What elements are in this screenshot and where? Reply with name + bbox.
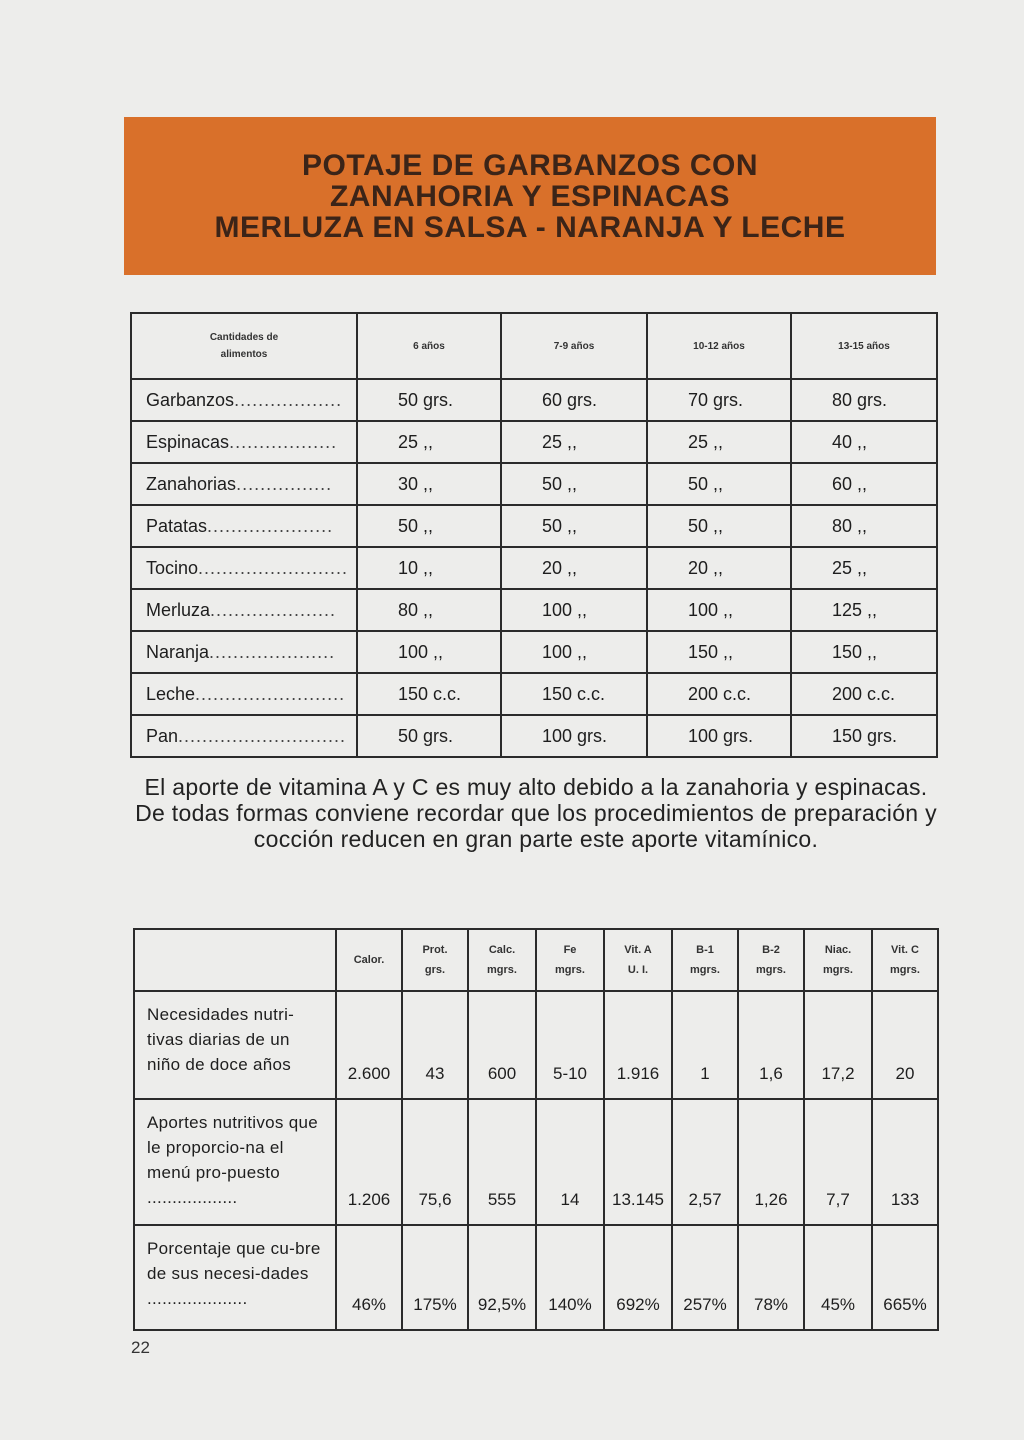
leader-dots: ......................... [198, 557, 349, 578]
quantity-cell: 50 ,, [647, 505, 791, 547]
table-header-row [131, 313, 937, 379]
quantity-cell: 25 ,, [357, 421, 501, 463]
header-age-6: 6 años [357, 313, 501, 379]
table-row [131, 463, 937, 505]
table-row [131, 379, 937, 421]
nutrient-value: 75,6 [402, 1099, 468, 1225]
food-name-cell [131, 589, 357, 631]
header-label-line2: alimentos [220, 349, 268, 360]
nutrient-value: 1.206 [336, 1099, 402, 1225]
quantity-cell: 20 ,, [501, 547, 647, 589]
leader-dots: ..................... [209, 641, 336, 662]
nutrient-unit: mgrs. [555, 964, 585, 976]
quantity-cell: 80 ,, [357, 589, 501, 631]
quantity-cell: 25 ,, [647, 421, 791, 463]
leader-dots: ..................... [210, 599, 337, 620]
nutrient-header [336, 929, 402, 991]
nutrient-value: 555 [468, 1099, 536, 1225]
nutrient-header [738, 929, 804, 991]
nutrition-row [134, 1099, 938, 1225]
nutrient-unit: U. I. [627, 964, 649, 976]
nutrient-value: 92,5% [468, 1225, 536, 1330]
quantity-cell: 50 ,, [501, 463, 647, 505]
food-name-cell [131, 379, 357, 421]
nutrition-table [133, 928, 939, 1331]
row-label: Aportes nutritivos que le proporcio-na el menú pro-puesto .................. [134, 1099, 336, 1225]
food-name: Patatas [146, 515, 208, 536]
nutrient-header [872, 929, 938, 991]
row-label: Necesidades nutri-tivas diarias de un niño de doce años [134, 991, 336, 1099]
nutrient-unit: mgrs. [487, 964, 517, 976]
food-name-cell [131, 715, 357, 757]
quantity-cell: 30 ,, [357, 463, 501, 505]
nutrient-value: 665% [872, 1225, 938, 1330]
quantity-cell: 60 ,, [791, 463, 937, 505]
quantity-cell: 150 ,, [647, 631, 791, 673]
food-name-cell [131, 673, 357, 715]
food-name-cell [131, 505, 357, 547]
quantity-cell: 70 grs. [647, 379, 791, 421]
quantity-cell: 200 c.c. [791, 673, 937, 715]
quantity-cell: 150 ,, [791, 631, 937, 673]
nutrition-row [134, 991, 938, 1099]
nutrient-name: Calor. [353, 954, 385, 966]
nutrient-header [604, 929, 672, 991]
table-row [131, 673, 937, 715]
leader-dots: .................. [229, 431, 338, 452]
quantity-cell: 100 ,, [357, 631, 501, 673]
table-row [131, 715, 937, 757]
food-name: Zanahorias [146, 473, 237, 494]
header-age-10-12: 10-12 años [647, 313, 791, 379]
nutrient-header [672, 929, 738, 991]
quantity-cell: 60 grs. [501, 379, 647, 421]
nutrient-name: B-1 [696, 944, 714, 956]
nutrition-header-empty [134, 929, 336, 991]
quantity-cell: 80 grs. [791, 379, 937, 421]
nutrient-value: 2,57 [672, 1099, 738, 1225]
food-name-cell [131, 631, 357, 673]
title-line-1: POTAJE DE GARBANZOS CON [302, 148, 758, 182]
title-line-3: MERLUZA EN SALSA - NARANJA Y LECHE [214, 210, 846, 244]
nutrient-value: 13.145 [604, 1099, 672, 1225]
food-name: Naranja [146, 641, 210, 662]
quantity-cell: 20 ,, [647, 547, 791, 589]
nutrient-value: 1,26 [738, 1099, 804, 1225]
nutrient-unit: grs. [424, 964, 446, 976]
table-row [131, 631, 937, 673]
table-row [131, 547, 937, 589]
food-name: Merluza [146, 599, 211, 620]
leader-dots: ..................... [207, 515, 334, 536]
nutrient-name: Calc. [488, 944, 516, 956]
quantity-cell: 25 ,, [791, 547, 937, 589]
nutrient-header [402, 929, 468, 991]
table-row [131, 505, 937, 547]
nutrient-header [804, 929, 872, 991]
nutrient-value: 1,6 [738, 991, 804, 1099]
nutrient-value: 2.600 [336, 991, 402, 1099]
header-quantities-label [131, 313, 357, 379]
nutrient-header [536, 929, 604, 991]
page-number: 22 [131, 1338, 150, 1357]
quantity-cell: 200 c.c. [647, 673, 791, 715]
quantity-cell: 40 ,, [791, 421, 937, 463]
food-quantities-table [130, 312, 938, 758]
leader-dots: ................ [236, 473, 333, 494]
food-name: Espinacas [146, 431, 230, 452]
table-row [131, 589, 937, 631]
quantity-cell: 100 ,, [501, 589, 647, 631]
header-age-7-9: 7-9 años [501, 313, 647, 379]
quantity-cell: 25 ,, [501, 421, 647, 463]
header-label-line1: Cantidades de [209, 332, 279, 343]
nutrient-value: 133 [872, 1099, 938, 1225]
food-name: Garbanzos [146, 389, 235, 410]
quantity-cell: 100 grs. [647, 715, 791, 757]
quantity-cell: 125 ,, [791, 589, 937, 631]
quantity-cell: 100 grs. [501, 715, 647, 757]
nutrient-value: 14 [536, 1099, 604, 1225]
nutrient-value: 140% [536, 1225, 604, 1330]
food-name-cell [131, 547, 357, 589]
food-name: Pan [146, 725, 179, 746]
nutrient-value: 1 [672, 991, 738, 1099]
header-age-13-15: 13-15 años [791, 313, 937, 379]
nutrient-unit: mgrs. [890, 964, 920, 976]
row-label: Porcentaje que cu-bre de sus necesi-dades .................... [134, 1225, 336, 1330]
nutrition-header-row [134, 929, 938, 991]
quantity-cell: 150 c.c. [501, 673, 647, 715]
nutrient-value: 17,2 [804, 991, 872, 1099]
leader-dots: ......................... [195, 683, 346, 704]
nutrient-name: Fe [563, 944, 577, 956]
food-name: Leche [146, 683, 196, 704]
title-line-2: ZANAHORIA Y ESPINACAS [329, 179, 730, 213]
nutrient-value: 175% [402, 1225, 468, 1330]
table-row [131, 421, 937, 463]
quantity-cell: 50 grs. [357, 715, 501, 757]
nutrient-name: Niac. [824, 944, 852, 956]
quantity-cell: 100 ,, [501, 631, 647, 673]
quantity-cell: 100 ,, [647, 589, 791, 631]
nutrient-unit: mgrs. [823, 964, 853, 976]
nutrient-value: 46% [336, 1225, 402, 1330]
nutrient-header [468, 929, 536, 991]
nutrient-unit: mgrs. [690, 964, 720, 976]
nutrient-value: 257% [672, 1225, 738, 1330]
nutrient-value: 7,7 [804, 1099, 872, 1225]
title-banner [124, 117, 936, 275]
nutrient-name: Prot. [422, 944, 448, 956]
nutrient-name: Vit. A [624, 944, 652, 956]
nutrient-value: 78% [738, 1225, 804, 1330]
nutrient-value: 600 [468, 991, 536, 1099]
quantity-cell: 50 ,, [357, 505, 501, 547]
quantity-cell: 80 ,, [791, 505, 937, 547]
nutrition-row [134, 1225, 938, 1330]
leader-dots: ............................ [178, 725, 347, 746]
nutrient-value: 43 [402, 991, 468, 1099]
quantity-cell: 150 grs. [791, 715, 937, 757]
quantity-cell: 50 grs. [357, 379, 501, 421]
nutrient-name: B-2 [762, 944, 780, 956]
leader-dots: .................. [234, 389, 343, 410]
nutrient-unit: mgrs. [756, 964, 786, 976]
food-name-cell [131, 463, 357, 505]
nutrient-name: Vit. C [891, 944, 919, 956]
nutrient-value: 5-10 [536, 991, 604, 1099]
nutrient-value: 20 [872, 991, 938, 1099]
vitamin-paragraph: El aporte de vitamina A y C es muy alto debido a la zanahoria y espinacas. De todas formas conviene recordar que los procedimientos de preparación y cocción reducen en gran parte este aporte vitamínico. [135, 774, 937, 852]
food-name: Tocino [146, 557, 199, 578]
food-name-cell [131, 421, 357, 463]
quantity-cell: 50 ,, [501, 505, 647, 547]
quantity-cell: 150 c.c. [357, 673, 501, 715]
nutrient-value: 1.916 [604, 991, 672, 1099]
quantity-cell: 50 ,, [647, 463, 791, 505]
nutrient-value: 692% [604, 1225, 672, 1330]
quantity-cell: 10 ,, [357, 547, 501, 589]
nutrient-value: 45% [804, 1225, 872, 1330]
